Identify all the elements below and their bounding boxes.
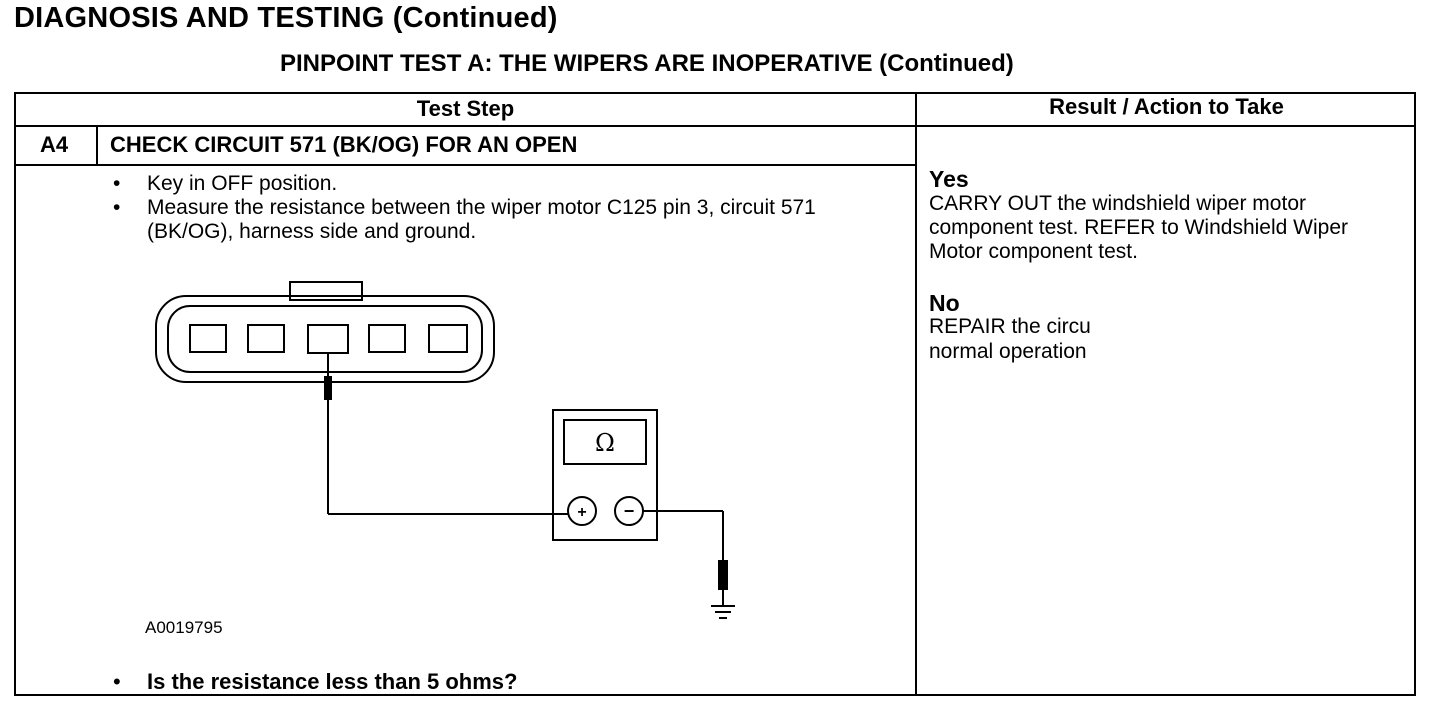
plus-symbol: + [577, 504, 587, 521]
pin-cavity [190, 325, 226, 352]
pin-cavity [308, 325, 348, 353]
connector-latch [290, 282, 362, 300]
probe-tip-icon [718, 560, 728, 590]
step-title: CHECK CIRCUIT 571 (BK/OG) FOR AN OPEN [110, 132, 578, 157]
list-item [110, 196, 847, 244]
column-divider [915, 92, 917, 696]
pin-cavity [429, 325, 467, 352]
result-yes-label: Yes [929, 166, 969, 192]
connector-body-outer [156, 296, 494, 382]
instruction-text: Measure the resistance between the wiper motor C125 pin 3, circuit 571 (BK/OG), harness side and ground. [147, 196, 816, 243]
bullet-icon: • [113, 669, 121, 694]
step-id: A4 [40, 132, 69, 157]
instruction-text: Key in OFF position. [147, 172, 338, 195]
pin-cavity [248, 325, 284, 352]
pinpoint-test-title: PINPOINT TEST A: THE WIPERS ARE INOPERATIVE (Continued) [280, 50, 1014, 77]
result-no-line2: normal operation [929, 340, 1087, 363]
probe-tip-icon [324, 376, 332, 400]
test-question [110, 669, 517, 695]
column-header-result: Result / Action to Take [1049, 94, 1284, 119]
bullet-icon: • [113, 172, 121, 195]
ohm-symbol: Ω [595, 429, 615, 457]
minus-symbol: − [623, 501, 635, 521]
question-text: Is the resistance less than 5 ohms? [147, 669, 518, 694]
list-item [110, 172, 847, 196]
step-id-divider [96, 126, 98, 165]
step-title-row-divider [14, 164, 917, 166]
header-row-divider [14, 125, 1416, 127]
connector-body-inner [168, 306, 482, 372]
result-no-line1: REPAIR the circu [929, 315, 1091, 338]
pin-cavity [369, 325, 405, 352]
bullet-icon: • [113, 196, 121, 219]
page-title: DIAGNOSIS AND TESTING (Continued) [14, 2, 558, 34]
step-instructions [110, 172, 847, 244]
result-yes-text: CARRY OUT the windshield wiper motor component test. REFER to Windshield Wiper Motor component test. [929, 192, 1348, 263]
column-header-test-step: Test Step [416, 96, 515, 121]
figure-id: A0019795 [145, 618, 223, 637]
result-no-label: No [929, 290, 960, 316]
ohmmeter-connector-diagram [150, 278, 750, 623]
